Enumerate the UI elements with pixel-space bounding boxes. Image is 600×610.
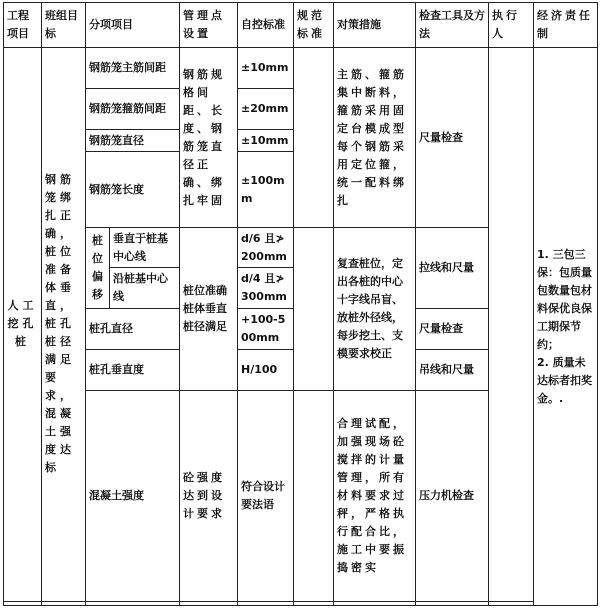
bottom-filler [4,601,42,605]
pile-control-point: 桩位准确桩体垂直桩径满足 [180,228,238,391]
bottom-filler [294,601,334,605]
pile-tool-diameter: 尺量检查 [416,309,489,350]
bottom-filler [180,601,238,605]
pile-tool-vertical: 吊线和尺量 [416,349,489,390]
header-measures: 对策措施 [334,3,416,48]
header-self-check: 自控标准 [238,3,294,48]
pile-offset-along-standard: d/4 且≯300mm [238,268,294,309]
cage-spacing-main-standard: ±10mm [238,48,294,89]
concrete-tool: 压力机检查 [416,390,489,601]
header-sub-item: 分项项目 [86,3,180,48]
bottom-filler [489,601,534,605]
pile-offset-perpendicular: 垂直于桩基中心线 [110,228,180,268]
economic-item: 1. 三包三保：包质量包数量包材料保优良保工期保节约； [537,247,592,351]
bottom-filler [416,601,489,605]
concrete-measures: 合理试配，加强现场砼搅拌的计量管理，所有材料要求过秤，严格执行配合比，施工中要振捣密实 [334,390,416,601]
pile-norm [294,228,334,391]
cage-diameter-standard: ±10mm [238,129,294,152]
cage-spacing-stirrup: 钢筋笼箍筋间距 [86,88,180,129]
team-goal-cell: 钢筋笼绑扎正确，桩位准备体垂直，桩孔桩径满足要求，混凝土强度达标 [42,48,86,602]
bottom-filler [238,601,294,605]
header-control-point: 管理点设置 [180,3,238,48]
header-project: 工程项目 [4,3,42,48]
executor-cell [489,48,534,602]
pile-measures: 复查桩位，定出各桩的中心十字线吊盲、放桩外径线，每步挖土、支模要求校正 [334,228,416,391]
table-row [4,601,598,605]
economic-item: 2. 质量未达标者扣奖金。. [537,355,592,405]
quality-control-table-wrapper [3,2,597,606]
header-row [4,3,598,48]
cage-spacing-stirrup-standard: ±20mm [238,88,294,129]
concrete-control-point: 砼强度达到设计要求 [180,390,238,601]
header-norm: 规范标准 [294,3,334,48]
header-executor: 执行人 [489,3,534,48]
cage-control-point: 钢筋规格间距、长度、钢筋笼直径正确、绑扎牢固 [180,48,238,228]
header-goal: 班组目标 [42,3,86,48]
pile-offset-along: 沿桩基中心线 [110,268,180,309]
pile-diameter-standard: +100-500mm [238,309,294,350]
concrete-standard: 符合设计要法语 [238,390,294,601]
bottom-filler [334,601,416,605]
pile-vertical-standard: H/100 [238,349,294,390]
bottom-filler [86,601,180,605]
pile-diameter: 桩孔直径 [86,309,180,350]
table-row [4,48,598,89]
economic-responsibility-cell [534,48,598,606]
header-responsibility: 经济责任制 [534,3,598,48]
pile-tool-offset: 拉线和尺量 [416,228,489,309]
concrete-strength: 混凝土强度 [86,390,180,601]
cage-length: 钢筋笼长度 [86,152,180,228]
bottom-filler [42,601,86,605]
pile-offset-perpendicular-standard: d/6 且≯200mm [238,228,294,268]
header-tools: 检查工具及方法 [416,3,489,48]
quality-control-table [3,2,598,606]
cage-spacing-main: 钢筋笼主筋间距 [86,48,180,89]
pile-offset-label: 桩位偏移 [86,228,110,309]
cage-norm [294,48,334,228]
project-name-cell: 人工挖孔桩 [4,48,42,602]
concrete-norm [294,390,334,601]
cage-measures: 主筋、箍筋集中断料，箍筋采用固定台模成型每个钢筋采用定位箍，统一配料绑扎 [334,48,416,228]
cage-tool: 尺量检查 [416,48,489,228]
pile-vertical: 桩孔垂直度 [86,349,180,390]
cage-length-standard: ±100mm [238,152,294,228]
cage-diameter: 钢筋笼直径 [86,129,180,152]
